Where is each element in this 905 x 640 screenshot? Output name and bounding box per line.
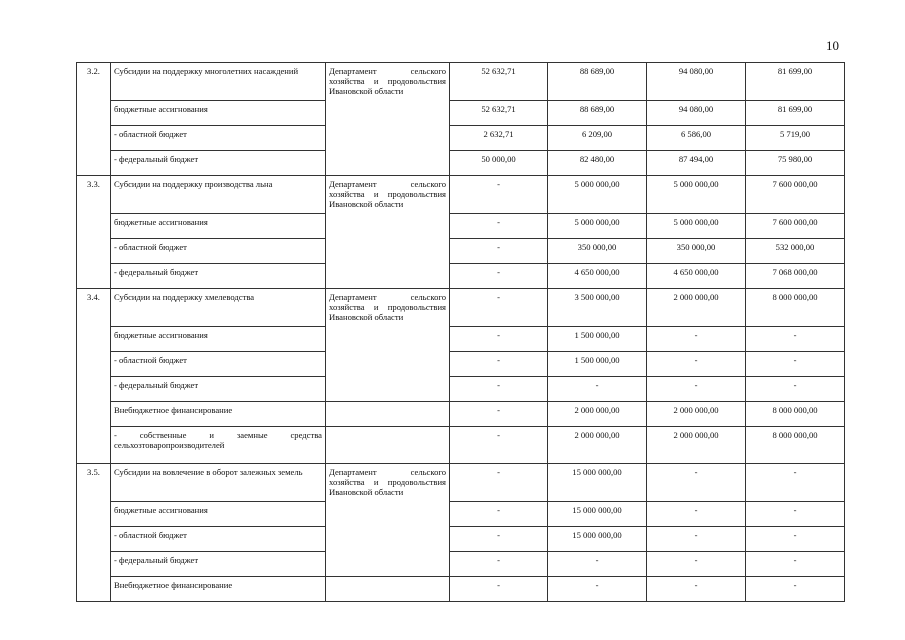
value-cell: 3 500 000,00 [548, 289, 647, 327]
row-label: Внебюджетное финансирование [111, 402, 326, 427]
table-row [77, 214, 845, 239]
table-row [77, 464, 845, 502]
row-label: Субсидии на поддержку хмелеводства [111, 289, 326, 327]
value-cell: - [450, 176, 548, 214]
row-label: Субсидии на поддержку многолетних насаждений [111, 63, 326, 101]
value-cell: 2 632,71 [450, 126, 548, 151]
value-cell: - [746, 577, 845, 602]
section-number: 3.3. [77, 176, 111, 289]
value-cell: - [450, 502, 548, 527]
value-cell: - [450, 214, 548, 239]
value-cell: 1 500 000,00 [548, 352, 647, 377]
value-cell: 2 000 000,00 [548, 402, 647, 427]
value-cell: - [746, 377, 845, 402]
value-cell: 5 000 000,00 [647, 214, 746, 239]
value-cell: 94 080,00 [647, 101, 746, 126]
value-cell: - [450, 427, 548, 464]
value-cell: - [647, 352, 746, 377]
department-cell: Департамент сельского хозяйства и продовольствия Ивановской области [326, 289, 450, 402]
value-cell: 7 600 000,00 [746, 176, 845, 214]
empty-department-cell [326, 402, 450, 427]
table-row [77, 527, 845, 552]
row-label: - областной бюджет [111, 527, 326, 552]
value-cell: - [548, 377, 647, 402]
row-label: бюджетные ассигнования [111, 327, 326, 352]
value-cell: 2 000 000,00 [548, 427, 647, 464]
table-row [77, 176, 845, 214]
value-cell: 5 000 000,00 [548, 176, 647, 214]
value-cell: - [647, 552, 746, 577]
row-label: - собственные и заемные средства сельхозтоваропроизводителей [111, 427, 326, 464]
value-cell: 15 000 000,00 [548, 464, 647, 502]
row-label: - федеральный бюджет [111, 552, 326, 577]
section-number: 3.5. [77, 464, 111, 602]
row-label: - областной бюджет [111, 352, 326, 377]
value-cell: - [746, 502, 845, 527]
value-cell: - [746, 327, 845, 352]
value-cell: - [450, 264, 548, 289]
row-label: - федеральный бюджет [111, 264, 326, 289]
value-cell: 75 980,00 [746, 151, 845, 176]
table-row [77, 327, 845, 352]
value-cell: - [746, 552, 845, 577]
row-label: - областной бюджет [111, 126, 326, 151]
row-label: бюджетные ассигнования [111, 101, 326, 126]
value-cell: - [647, 327, 746, 352]
table-row [77, 352, 845, 377]
value-cell: 94 080,00 [647, 63, 746, 101]
value-cell: 350 000,00 [548, 239, 647, 264]
table-row [77, 151, 845, 176]
value-cell: 8 000 000,00 [746, 289, 845, 327]
value-cell: - [746, 527, 845, 552]
department-cell: Департамент сельского хозяйства и продовольствия Ивановской области [326, 63, 450, 176]
table-row [77, 101, 845, 126]
row-label: бюджетные ассигнования [111, 214, 326, 239]
value-cell: 350 000,00 [647, 239, 746, 264]
value-cell: 2 000 000,00 [647, 289, 746, 327]
value-cell: - [746, 352, 845, 377]
budget-table [76, 62, 845, 602]
section-number: 3.2. [77, 63, 111, 176]
value-cell: 5 000 000,00 [548, 214, 647, 239]
table-row [77, 577, 845, 602]
value-cell: 15 000 000,00 [548, 527, 647, 552]
value-cell: 6 209,00 [548, 126, 647, 151]
table-row [77, 63, 845, 101]
row-label: Субсидии на поддержку производства льна [111, 176, 326, 214]
row-label: бюджетные ассигнования [111, 502, 326, 527]
value-cell: - [450, 527, 548, 552]
table-row [77, 552, 845, 577]
value-cell: 52 632,71 [450, 101, 548, 126]
empty-department-cell [326, 427, 450, 464]
value-cell: 2 000 000,00 [647, 402, 746, 427]
value-cell: 1 500 000,00 [548, 327, 647, 352]
value-cell: - [450, 289, 548, 327]
value-cell: 4 650 000,00 [548, 264, 647, 289]
value-cell: - [548, 577, 647, 602]
table-row [77, 264, 845, 289]
section-number: 3.4. [77, 289, 111, 464]
value-cell: - [647, 577, 746, 602]
value-cell: 7 600 000,00 [746, 214, 845, 239]
value-cell: - [450, 464, 548, 502]
value-cell: 87 494,00 [647, 151, 746, 176]
value-cell: - [647, 527, 746, 552]
page-number: 10 [826, 38, 839, 53]
row-label: Субсидии на вовлечение в оборот залежных земель [111, 464, 326, 502]
table-row [77, 289, 845, 327]
value-cell: 81 699,00 [746, 101, 845, 126]
table-row [77, 239, 845, 264]
value-cell: - [548, 552, 647, 577]
value-cell: - [746, 464, 845, 502]
value-cell: 7 068 000,00 [746, 264, 845, 289]
value-cell: 6 586,00 [647, 126, 746, 151]
value-cell: 4 650 000,00 [647, 264, 746, 289]
value-cell: - [647, 464, 746, 502]
table-row [77, 126, 845, 151]
department-cell: Департамент сельского хозяйства и продовольствия Ивановской области [326, 176, 450, 289]
value-cell: - [647, 502, 746, 527]
value-cell: 532 000,00 [746, 239, 845, 264]
value-cell: 88 689,00 [548, 101, 647, 126]
table-row [77, 402, 845, 427]
value-cell: 15 000 000,00 [548, 502, 647, 527]
table-row [77, 377, 845, 402]
department-cell: Департамент сельского хозяйства и продовольствия Ивановской области [326, 464, 450, 577]
value-cell: 2 000 000,00 [647, 427, 746, 464]
empty-department-cell [326, 577, 450, 602]
value-cell: 8 000 000,00 [746, 427, 845, 464]
value-cell: 81 699,00 [746, 63, 845, 101]
row-label: Внебюджетное финансирование [111, 577, 326, 602]
value-cell: 88 689,00 [548, 63, 647, 101]
row-label: - областной бюджет [111, 239, 326, 264]
row-label: - федеральный бюджет [111, 151, 326, 176]
value-cell: 5 000 000,00 [647, 176, 746, 214]
value-cell: - [450, 377, 548, 402]
value-cell: - [450, 239, 548, 264]
row-label: - федеральный бюджет [111, 377, 326, 402]
value-cell: - [450, 552, 548, 577]
value-cell: - [450, 352, 548, 377]
value-cell: 82 480,00 [548, 151, 647, 176]
table-row [77, 427, 845, 464]
value-cell: - [647, 377, 746, 402]
value-cell: 50 000,00 [450, 151, 548, 176]
value-cell: - [450, 402, 548, 427]
value-cell: - [450, 577, 548, 602]
value-cell: - [450, 327, 548, 352]
value-cell: 5 719,00 [746, 126, 845, 151]
value-cell: 8 000 000,00 [746, 402, 845, 427]
value-cell: 52 632,71 [450, 63, 548, 101]
table-row [77, 502, 845, 527]
